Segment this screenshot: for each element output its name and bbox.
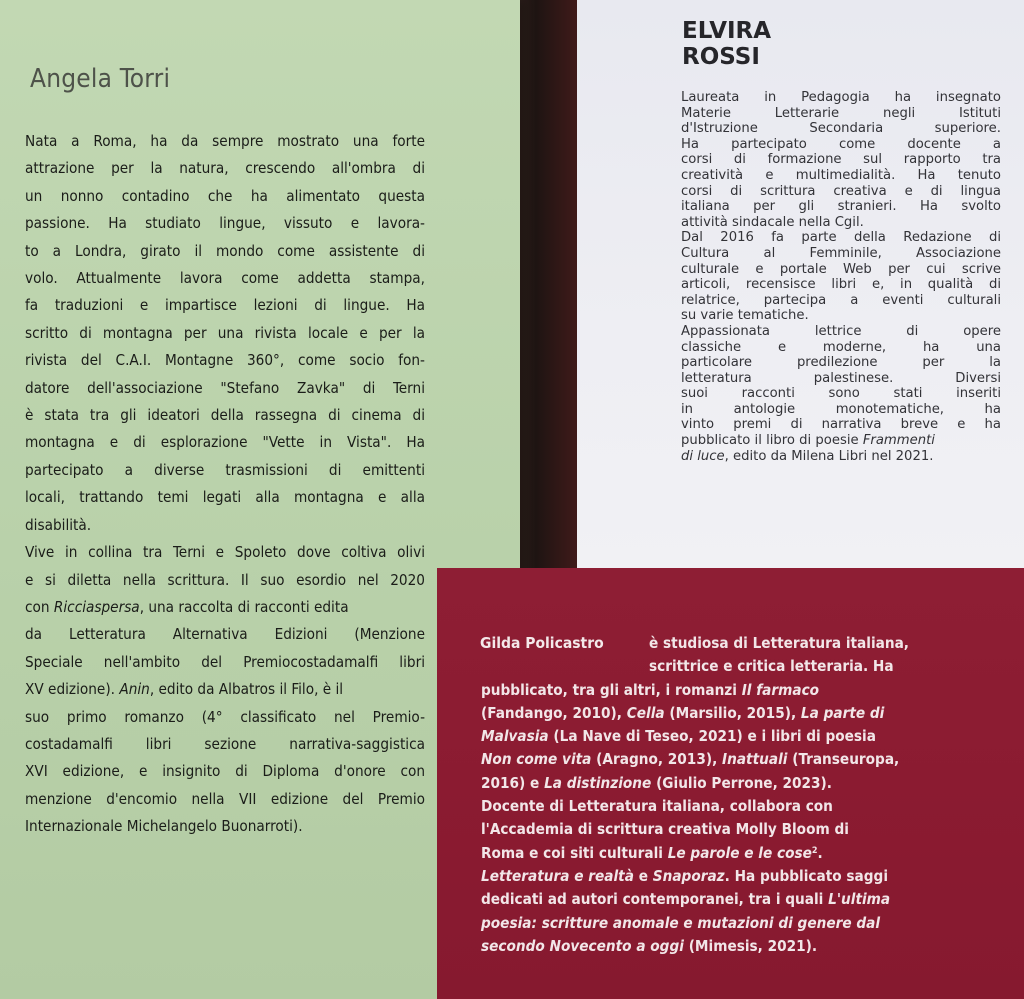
bio-line: particolare predilezione per la [681, 355, 1001, 371]
bio-line [481, 748, 981, 771]
bio-line: italiana per gli stranieri. Ha svolto [681, 199, 1001, 215]
site-title: Snaporaz [652, 866, 725, 885]
bio-line: menzione d'encomio nella VII edizione del Premio [25, 789, 425, 808]
bio-line [481, 842, 981, 865]
author-first-name: ELVIRA [682, 18, 772, 44]
book-title: Anin [119, 680, 150, 699]
bio-line: vinto premi di narrativa breve e ha [681, 417, 1001, 433]
book-title: La parte di [800, 703, 885, 722]
bio-text: con [25, 597, 50, 616]
site-title: Letteratura e realtà [481, 866, 634, 885]
bio-line: to a Londra, girato il mondo come assistente di [25, 241, 425, 260]
bio-text: pubblicato il libro di poesie [681, 433, 859, 449]
bio-line: passione. Ha studiato lingue, vissuto e lavora- [25, 214, 425, 233]
bio-line: l'Accademia di scrittura creativa Molly Bloom di [481, 820, 849, 839]
bio-line [481, 772, 981, 795]
bio-line: letteratura palestinese. Diversi [681, 370, 1001, 386]
bio-line: datore dell'associazione "Stefano Zavka" di Terni [25, 378, 425, 397]
bio-line: partecipato a diverse trasmissioni di emittenti [25, 460, 425, 479]
bio-line: scritto di montagna per una rivista locale e per la [25, 323, 425, 342]
author-name: Gilda Policastro [480, 634, 604, 652]
bio-line: scrittrice e critica letteraria. Ha [649, 657, 894, 676]
bio-text: pubblicato, tra gli altri, i romanzi [481, 680, 737, 699]
bio-line: corsi di scrittura creativa e di lingua [681, 183, 1001, 199]
book-title: secondo Novecento a oggi [481, 936, 684, 955]
bio-line: locali, trattando temi legati alla montagna e alla [25, 488, 425, 507]
bio-text: Roma e coi siti culturali [481, 843, 663, 862]
bio-line: è stata tra gli ideatori della rassegna di cinema di [25, 406, 425, 425]
bio-line: classiche e moderne, ha una [681, 339, 1001, 355]
bio-line: corsi di formazione sul rapporto tra [681, 152, 1001, 168]
book-title: L'ultima [828, 890, 891, 909]
bio-text: (Transeuropa, [792, 750, 900, 769]
bio-line [481, 912, 981, 935]
bio-line: relatrice, partecipa a eventi culturali [681, 292, 1001, 308]
bio-text: (La Nave di Teseo, 2021) e i libri di poesia [553, 727, 876, 746]
bio-line: montagna e di esplorazione "Vette in Vista". Ha [25, 433, 425, 452]
bio-text: (Giulio Perrone, 2023). [656, 773, 832, 792]
bio-text: , edito da Albatros il Filo, è il [149, 680, 344, 699]
site-title: Le parole e le cose [667, 843, 812, 862]
author-name: Angela Torri [30, 64, 171, 94]
bio-line: in antologie monotematiche, ha [681, 401, 1001, 417]
bio-line: un nonno contadino che ha alimentato questa [25, 186, 425, 205]
bio-text: . Ha pubblicato saggi [724, 866, 888, 885]
bio-line: Cultura al Femminile, Associazione [681, 245, 1001, 261]
bio-line: articoli, recensisce libri e, in qualità di [681, 277, 1001, 293]
bio-line: Appassionata lettrice di opere [681, 323, 1001, 339]
bio-line: è studiosa di Letteratura italiana, [649, 634, 909, 652]
bio-line: Docente di Letteratura italiana, collabora con [481, 797, 833, 816]
bio-line: Materie Letterarie negli Istituti [681, 105, 1001, 121]
bio-line [681, 433, 1001, 449]
bio-line [481, 679, 981, 702]
bio-line: Speciale nell'ambito del Premiocostadamalfi libri [25, 652, 425, 671]
bio-text: (Marsilio, 2015), [669, 703, 797, 722]
book-title: Frammenti [862, 433, 935, 449]
bio-line [481, 935, 981, 958]
bio-text: (Mimesis, 2021). [688, 936, 818, 955]
book-title: La distinzione [544, 773, 652, 792]
bio-line [25, 594, 425, 621]
bio-line: su varie tematiche. [681, 308, 809, 324]
bio-line: suo primo romanzo (4° classificato nel Premio- [25, 707, 425, 726]
book-title: Malvasia [481, 727, 549, 746]
book-title: poesia: scritture anomale e mutazioni di genere dal [481, 913, 881, 932]
bio-line: Nata a Roma, ha da sempre mostrato una forte [25, 132, 425, 150]
book-title: Il farmaco [741, 680, 820, 699]
bio-line: rivista del C.A.I. Montagne 360°, come socio fon- [25, 351, 425, 370]
bio-line: costadamalfi libri sezione narrativa-saggistica [25, 734, 425, 753]
superscript: 2 [811, 845, 818, 856]
book-title: Ricciaspersa [53, 597, 140, 616]
bio-line [25, 676, 425, 703]
author-last-name: ROSSI [682, 44, 760, 70]
bio-line: fa traduzioni e impartisce lezioni di lingue. Ha [25, 296, 425, 315]
bio-text: (Fandango, 2010), [481, 703, 622, 722]
book-title: Non come vita [481, 750, 592, 769]
bio-text: 2016) e [481, 773, 540, 792]
author-bio [681, 90, 1001, 464]
book-title: di luce [681, 448, 725, 464]
bio-line: Laureata in Pedagogia ha insegnato [681, 90, 1001, 105]
bio-line: attività sindacale nella Cgil. [681, 214, 864, 230]
author-bio [25, 128, 425, 841]
author-name [682, 18, 771, 70]
bio-line: Ha partecipato come docente a [681, 136, 1001, 152]
bio-line: e si diletta nella scrittura. Il suo esordio nel 2020 [25, 570, 425, 589]
bio-line: d'Istruzione Secondaria superiore. [681, 121, 1001, 137]
bio-line: Vive in collina tra Terni e Spoleto dove coltiva olivi [25, 543, 425, 562]
bio-text: (Aragno, 2013), [596, 750, 718, 769]
bio-line: creatività e multimedialità. Ha tenuto [681, 167, 1001, 183]
bio-line [481, 865, 981, 888]
book-title: Cella [626, 703, 665, 722]
bio-line [481, 702, 981, 725]
bio-text: . [817, 843, 823, 862]
bio-line: XVI edizione, e insignito di Diploma d'onore con [25, 762, 425, 781]
bio-line [481, 725, 981, 748]
bio-line: attrazione per la natura, crescendo all'ombra di [25, 159, 425, 178]
bio-text: e [638, 866, 648, 885]
bio-line: culturale e portale Web per cui scrive [681, 261, 1001, 277]
bio-line: Dal 2016 fa parte della Redazione di [681, 230, 1001, 246]
bio-text: dedicati ad autori contemporanei, tra i quali [481, 890, 824, 909]
bio-line: disabilità. [25, 515, 92, 534]
bio-text: XV edizione). [25, 680, 115, 699]
bio-line: suoi racconti sono stati inseriti [681, 386, 1001, 402]
bio-text: , edito da Milena Libri nel 2021. [724, 448, 934, 464]
author-bio [481, 632, 981, 958]
bio-line [481, 888, 981, 911]
bio-line: volo. Attualmente lavora come addetta stampa, [25, 269, 425, 288]
bio-text: , una raccolta di racconti edita [139, 597, 349, 616]
bio-line: da Letteratura Alternativa Edizioni (Menzione [25, 625, 425, 644]
bio-line [681, 449, 1001, 465]
book-title: Inattuali [722, 750, 788, 769]
bio-line: Internazionale Michelangelo Buonarroti). [25, 817, 303, 836]
